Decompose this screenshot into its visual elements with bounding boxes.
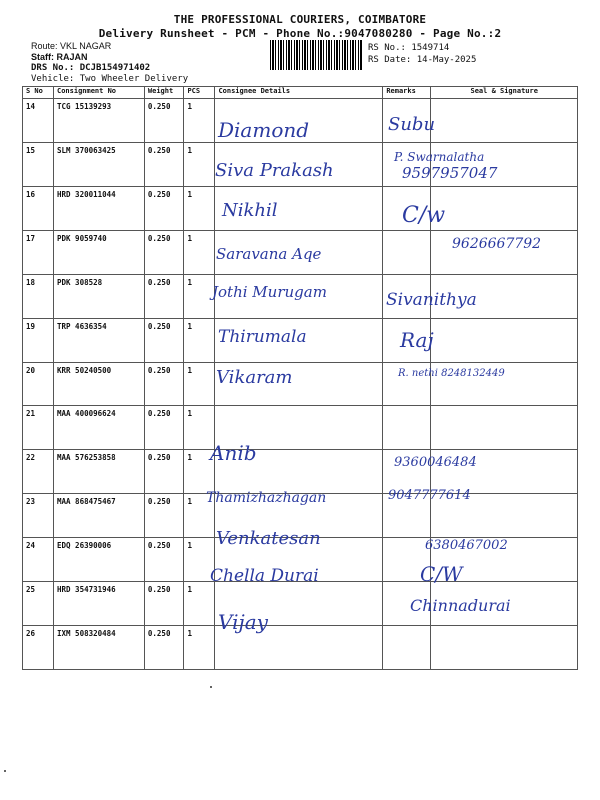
barcode-image [270,40,362,70]
signature-handwriting: Chinnadurai [410,596,511,615]
staff-label: Staff: RAJAN [31,52,88,62]
row-sno: 16 [23,186,54,230]
row-pcs: 1 [184,274,215,318]
route-label: Route: VKL NAGAR [31,41,112,51]
signature-handwriting: R. nethi 8248132449 [398,368,505,379]
row-weight: 0.250 [144,99,184,143]
row-pcs: 1 [184,186,215,230]
col-signature-header: Seal & Signature [431,87,578,99]
row-sno: 20 [23,362,54,406]
consignee-handwriting: Vikaram [216,367,293,388]
col-consignment-header: Consignment No [54,87,145,99]
row-consignment-no: SLM 370063425 [54,142,145,186]
consignee-handwriting: Chella Durai [210,566,319,586]
signature-handwriting: Subu [388,114,436,135]
row-weight: 0.250 [144,494,184,538]
signature-handwriting: Raj [400,328,434,352]
consignee-handwriting: Saravana Aqe [216,245,322,263]
row-consignment-no: TRP 4636354 [54,318,145,362]
rs-date: RS Date: 14-May-2025 [368,55,477,65]
table-row [23,186,578,230]
row-consignment-no: MAA 400096624 [54,406,145,450]
row-pcs: 1 [184,362,215,406]
signature-handwriting: C/W [420,562,463,586]
consignee-handwriting: Vijay [218,610,268,634]
row-weight: 0.250 [144,538,184,582]
row-sno: 19 [23,318,54,362]
row-remarks [383,406,431,450]
row-sno: 14 [23,99,54,143]
row-pcs: 1 [184,626,215,670]
row-pcs: 1 [184,494,215,538]
row-weight: 0.250 [144,318,184,362]
table-header-row [23,87,578,99]
row-pcs: 1 [184,406,215,450]
row-weight: 0.250 [144,230,184,274]
page-speck [210,686,212,688]
row-weight: 0.250 [144,274,184,318]
row-weight: 0.250 [144,362,184,406]
document-subtitle: Delivery Runsheet - PCM - Phone No.:9047080280 - Page No.:2 [98,27,502,40]
consignee-handwriting: Anib [210,441,257,465]
row-sno: 18 [23,274,54,318]
row-pcs: 1 [184,99,215,143]
signature-handwriting: C/w [402,203,446,228]
row-weight: 0.250 [144,142,184,186]
row-seal-signature [431,99,578,143]
consignee-handwriting: Thirumala [218,327,307,347]
consignee-handwriting: Jothi Murugam [212,283,327,301]
consignee-handwriting: Diamond [218,118,310,142]
table-row [23,626,578,670]
row-seal-signature [431,626,578,670]
row-sno: 25 [23,582,54,626]
row-sno: 17 [23,230,54,274]
row-remarks [383,230,431,274]
signature-handwriting: 9360046484 [394,455,477,470]
row-consignment-no: HRD 354731946 [54,582,145,626]
drs-number: DRS No.: DCJB154971402 [31,63,151,73]
row-sno: 15 [23,142,54,186]
row-pcs: 1 [184,582,215,626]
row-pcs: 1 [184,538,215,582]
row-remarks [383,626,431,670]
consignee-handwriting: Venkatesan [216,528,321,549]
row-consignment-no: MAA 576253858 [54,450,145,494]
consignee-handwriting: Thamizhazhagan [206,490,327,506]
row-sno: 24 [23,538,54,582]
col-remarks-header: Remarks [383,87,431,99]
signature-handwriting: 9626667792 [452,236,542,252]
col-weight-header: Weight [144,87,184,99]
signature-handwriting: 6380467002 [425,538,508,553]
consignee-handwriting: Nikhil [222,200,278,221]
row-seal-signature [431,318,578,362]
table-row [23,406,578,450]
row-weight: 0.250 [144,450,184,494]
signature-handwriting: P. Swarnalatha [394,150,485,164]
row-weight: 0.250 [144,406,184,450]
col-sno-header: S No [23,87,54,99]
row-pcs: 1 [184,450,215,494]
signature-handwriting: 9047777614 [388,488,471,503]
vehicle-label: Vehicle: Two Wheeler Delivery [31,74,189,84]
col-consignee-header: Consignee Details [215,87,383,99]
row-sno: 21 [23,406,54,450]
page-speck [4,770,6,772]
row-pcs: 1 [184,230,215,274]
row-weight: 0.250 [144,626,184,670]
row-consignment-no: KRR 50240500 [54,362,145,406]
table-row [23,450,578,494]
row-consignment-no: IXM 508320484 [54,626,145,670]
col-pcs-header: PCS [184,87,215,99]
row-weight: 0.250 [144,582,184,626]
document-title: THE PROFESSIONAL COURIERS, COIMBATORE [173,13,427,26]
rs-number: RS No.: 1549714 [368,43,450,53]
row-consignment-no: PDK 308528 [54,274,145,318]
consignee-handwriting: Siva Prakash [215,160,334,181]
row-sno: 26 [23,626,54,670]
row-pcs: 1 [184,142,215,186]
signature-handwriting: Sivanithya [386,290,477,310]
row-sno: 23 [23,494,54,538]
row-consignment-no: HRD 320011044 [54,186,145,230]
row-pcs: 1 [184,318,215,362]
row-sno: 22 [23,450,54,494]
row-seal-signature [431,406,578,450]
row-seal-signature [431,186,578,230]
row-consignment-no: MAA 868475467 [54,494,145,538]
signature-handwriting: 9597957047 [402,164,498,182]
row-consignment-no: PDK 9059740 [54,230,145,274]
row-consignment-no: TCG 15139293 [54,99,145,143]
row-weight: 0.250 [144,186,184,230]
row-consignment-no: EDQ 26390006 [54,538,145,582]
